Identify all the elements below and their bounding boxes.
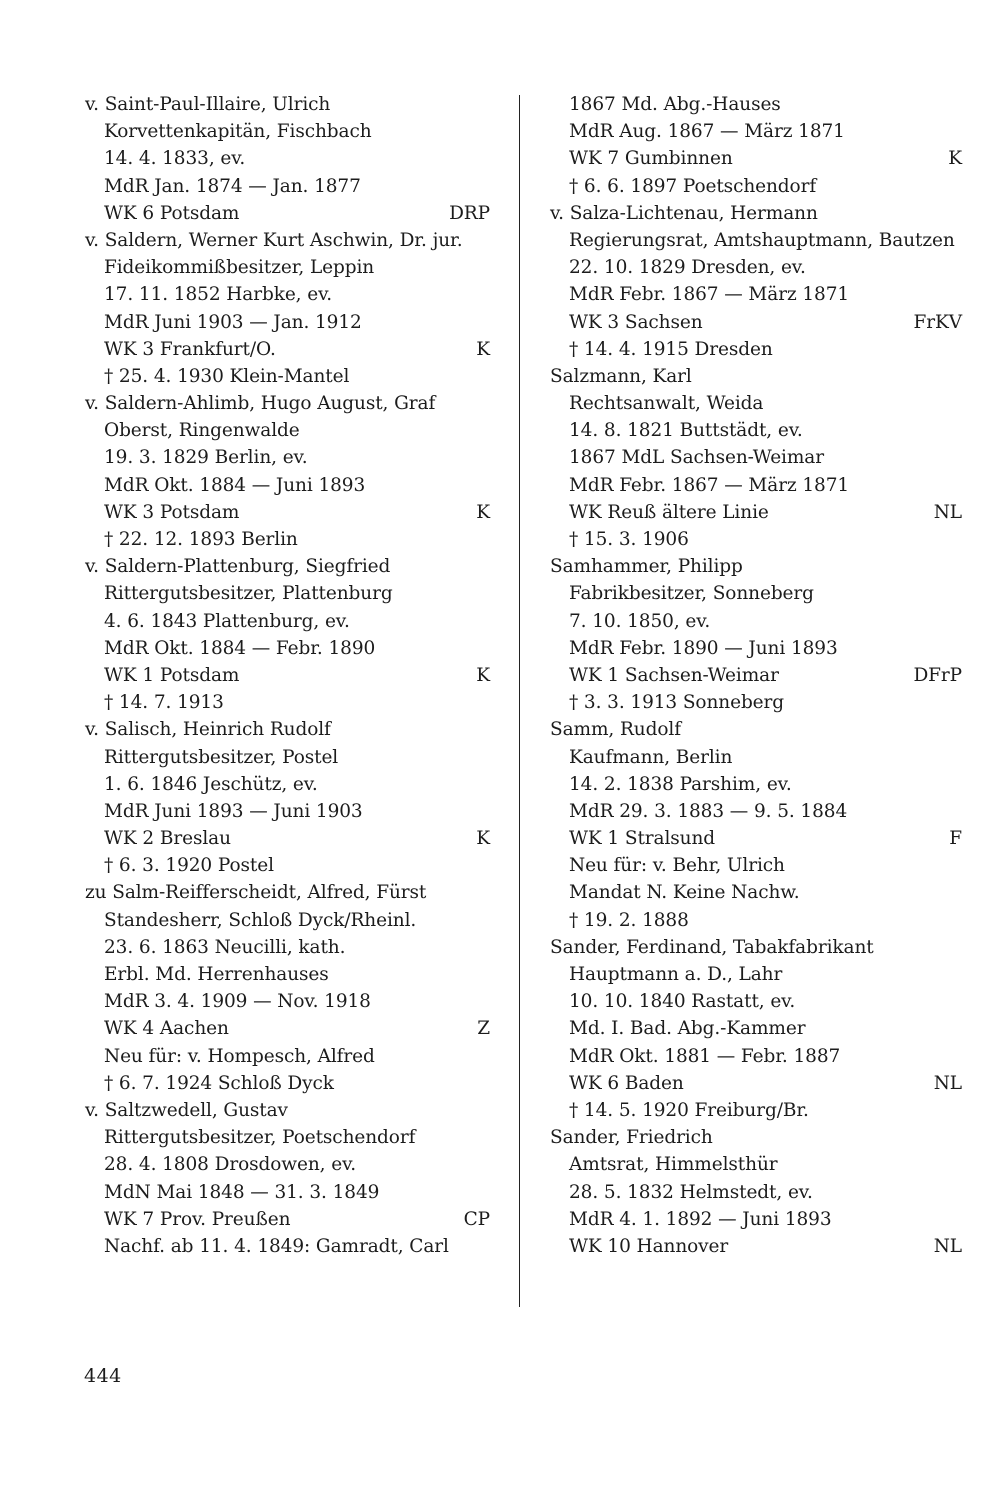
party-abbreviation: F [949, 828, 962, 850]
entry-text: v. Saltzwedell, Gustav [85, 1099, 288, 1121]
entry-text: Fideikommißbesitzer, Leppin [104, 257, 375, 279]
party-abbreviation: K [476, 664, 490, 686]
party-abbreviation: NL [933, 501, 962, 523]
entry-detail-line [85, 1206, 490, 1233]
entry-detail-line [85, 988, 490, 1015]
entry-text: Neu für: v. Hompesch, Alfred [104, 1045, 375, 1067]
entry-detail-line [550, 281, 962, 308]
entry-text: WK 3 Potsdam [104, 501, 240, 523]
entry-detail-line [550, 472, 962, 499]
entry-detail-line [550, 1206, 962, 1233]
entry-text: † 6. 3. 1920 Postel [104, 855, 274, 877]
entry-detail-line [85, 825, 490, 852]
entry-text: Korvettenkapitän, Fischbach [104, 121, 372, 143]
entry-detail-line [85, 254, 490, 281]
entry-name-line [85, 716, 490, 743]
entry-detail-line [550, 825, 962, 852]
entry-detail-line [85, 934, 490, 961]
entry-detail-line [85, 336, 490, 363]
entry-text: WK 1 Potsdam [104, 664, 240, 686]
entry-detail-line [85, 526, 490, 553]
entry-text: Md. I. Bad. Abg.-Kammer [569, 1018, 806, 1040]
entry-text: v. Saldern, Werner Kurt Aschwin, Dr. jur. [85, 229, 463, 251]
entry-detail-line [550, 907, 962, 934]
entry-text: Oberst, Ringenwalde [104, 420, 300, 442]
entry-text: MdR Okt. 1881 — Febr. 1887 [569, 1045, 841, 1067]
entry-detail-line [550, 798, 962, 825]
entry-detail-line [550, 91, 962, 118]
entry-text: Mandat N. Keine Nachw. [569, 882, 800, 904]
entry-text: WK 1 Sachsen-Weimar [569, 664, 779, 686]
entry-text: Erbl. Md. Herrenhauses [104, 964, 329, 985]
entry-detail-line [550, 608, 962, 635]
entry-text: † 6. 7. 1924 Schloß Dyck [104, 1072, 334, 1094]
entry-text: WK 7 Gumbinnen [569, 148, 733, 170]
column-divider [519, 95, 520, 1307]
entry-text: WK 1 Stralsund [569, 828, 716, 850]
entry-detail-line [550, 1043, 962, 1070]
entry-text: MdR 4. 1. 1892 — Juni 1893 [569, 1208, 832, 1230]
entry-text: MdR Febr. 1867 — März 1871 [569, 284, 850, 306]
entry-detail-line [550, 1097, 962, 1124]
entry-detail-line [85, 309, 490, 336]
party-abbreviation: DRP [449, 202, 490, 224]
entry-detail-line [550, 689, 962, 716]
entry-name-line [85, 390, 490, 417]
entry-detail-line [85, 1070, 490, 1097]
entry-text: † 14. 5. 1920 Freiburg/Br. [569, 1099, 809, 1121]
entry-text: Amtsrat, Himmelsthür [569, 1154, 778, 1176]
entry-text: MdR 29. 3. 1883 — 9. 5. 1884 [569, 800, 848, 822]
entry-text: WK 6 Potsdam [104, 202, 240, 224]
entry-detail-line [85, 744, 490, 771]
entry-text: 10. 10. 1840 Rastatt, ev. [569, 991, 796, 1013]
entry-detail-line [85, 1233, 490, 1260]
entry-text: Fabrikbesitzer, Sonneberg [569, 583, 814, 605]
entry-text: 28. 5. 1832 Helmstedt, ev. [569, 1181, 813, 1203]
entry-detail-line [85, 662, 490, 689]
entry-text: 14. 4. 1833, ev. [104, 148, 246, 170]
entry-text: WK 4 Aachen [104, 1018, 229, 1040]
entry-text: † 15. 3. 1906 [569, 529, 689, 550]
entry-name-line [550, 934, 962, 961]
entry-text: 4. 6. 1843 Plattenburg, ev. [104, 610, 350, 632]
entry-text: MdR Jan. 1874 — Jan. 1877 [104, 175, 361, 197]
entry-text: Neu für: v. Behr, Ulrich [569, 855, 785, 877]
entry-text: Rechtsanwalt, Weida [569, 393, 764, 415]
entry-detail-line [550, 1151, 962, 1178]
entry-detail-line [85, 281, 490, 308]
entry-detail-line [550, 771, 962, 798]
entry-text: Sander, Ferdinand, Tabakfabrikant [550, 936, 874, 958]
entry-text: MdR Juni 1903 — Jan. 1912 [104, 311, 362, 333]
entry-text: † 19. 2. 1888 [569, 909, 689, 931]
entry-text: WK 10 Hannover [569, 1235, 729, 1257]
party-abbreviation: NL [933, 1072, 962, 1094]
entry-text: 1867 MdL Sachsen-Weimar [569, 447, 824, 469]
entry-detail-line [550, 145, 962, 172]
entry-detail-line [85, 608, 490, 635]
entry-text: zu Salm-Reifferscheidt, Alfred, Fürst [85, 882, 427, 904]
entry-detail-line [85, 1124, 490, 1151]
entry-detail-line [550, 1179, 962, 1206]
entry-name-line [550, 363, 962, 390]
entry-text: Sander, Friedrich [550, 1127, 713, 1149]
left-column [85, 91, 490, 1260]
party-abbreviation: DFrP [913, 664, 962, 686]
entry-name-line [85, 553, 490, 580]
entry-text: v. Saldern-Plattenburg, Siegfried [85, 556, 391, 578]
entry-text: 17. 11. 1852 Harbke, ev. [104, 284, 333, 306]
entry-detail-line [550, 417, 962, 444]
entry-detail-line [550, 390, 962, 417]
entry-name-line [85, 1097, 490, 1124]
entry-detail-line [85, 417, 490, 444]
entry-text: † 6. 6. 1897 Poetschendorf [569, 175, 817, 197]
entry-text: MdN Mai 1848 — 31. 3. 1849 [104, 1181, 380, 1203]
entry-detail-line [550, 662, 962, 689]
entry-detail-line [85, 472, 490, 499]
entry-detail-line [550, 961, 962, 988]
entry-name-line [85, 879, 490, 906]
entry-detail-line [85, 145, 490, 172]
party-abbreviation: K [476, 338, 490, 360]
entry-text: MdR Okt. 1884 — Febr. 1890 [104, 637, 376, 659]
entry-text: WK 3 Frankfurt/O. [104, 338, 276, 360]
entry-detail-line [85, 499, 490, 526]
entry-detail-line [550, 444, 962, 471]
entry-text: 14. 8. 1821 Buttstädt, ev. [569, 420, 803, 442]
entry-text: 22. 10. 1829 Dresden, ev. [569, 257, 806, 279]
entry-text: Standesherr, Schloß Dyck/Rheinl. [104, 909, 417, 931]
entry-name-line [85, 91, 490, 118]
entry-text: WK Reuß ältere Linie [569, 501, 769, 523]
entry-text: 1. 6. 1846 Jeschütz, ev. [104, 773, 318, 795]
entry-detail-line [550, 635, 962, 662]
entry-detail-line [550, 526, 962, 553]
entry-detail-line [550, 744, 962, 771]
entry-detail-line [85, 1151, 490, 1178]
entry-detail-line [550, 336, 962, 363]
entry-detail-line [550, 852, 962, 879]
entry-text: Nachf. ab 11. 4. 1849: Gamradt, Carl [104, 1235, 449, 1257]
entry-text: WK 2 Breslau [104, 828, 231, 850]
entry-text: MdR Febr. 1867 — März 1871 [569, 474, 850, 496]
entry-text: † 14. 4. 1915 Dresden [569, 338, 773, 360]
right-column [550, 91, 962, 1260]
entry-text: MdR Juni 1893 — Juni 1903 [104, 800, 363, 822]
entry-detail-line [85, 1179, 490, 1206]
entry-text: Regierungsrat, Amtshauptmann, Bautzen [569, 229, 955, 251]
entry-detail-line [85, 961, 490, 988]
entry-detail-line [85, 444, 490, 471]
entry-detail-line [550, 1015, 962, 1042]
entry-text: Hauptmann a. D., Lahr [569, 964, 783, 985]
party-abbreviation: K [476, 501, 490, 523]
entry-detail-line [85, 852, 490, 879]
entry-detail-line [85, 200, 490, 227]
entry-detail-line [550, 118, 962, 145]
entry-name-line [550, 716, 962, 743]
entry-text: v. Salza-Lichtenau, Hermann [550, 202, 818, 224]
entry-text: 23. 6. 1863 Neucilli, kath. [104, 936, 346, 958]
entry-detail-line [550, 580, 962, 607]
entry-detail-line [85, 118, 490, 145]
entry-text: Rittergutsbesitzer, Plattenburg [104, 583, 393, 605]
entry-detail-line [550, 173, 962, 200]
entry-detail-line [550, 499, 962, 526]
entry-text: Rittergutsbesitzer, Postel [104, 746, 339, 768]
entry-text: † 22. 12. 1893 Berlin [104, 529, 298, 550]
party-abbreviation: CP [463, 1208, 490, 1230]
entry-detail-line [85, 1015, 490, 1042]
entry-text: Salzmann, Karl [550, 365, 692, 387]
party-abbreviation: FrKV [913, 311, 962, 333]
entry-text: v. Saldern-Ahlimb, Hugo August, Graf [85, 393, 436, 415]
entry-name-line [550, 200, 962, 227]
entry-detail-line [85, 771, 490, 798]
entry-text: 28. 4. 1808 Drosdowen, ev. [104, 1154, 357, 1176]
page-number: 444 [84, 1365, 122, 1387]
party-abbreviation: K [476, 828, 490, 850]
entry-detail-line [550, 227, 962, 254]
entry-detail-line [85, 798, 490, 825]
entry-text: MdR Okt. 1884 — Juni 1893 [104, 474, 366, 496]
entry-text: † 25. 4. 1930 Klein-Mantel [104, 365, 350, 387]
entry-detail-line [550, 309, 962, 336]
entry-detail-line [85, 635, 490, 662]
entry-text: † 14. 7. 1913 [104, 692, 224, 714]
party-abbreviation: K [948, 148, 962, 170]
entry-text: v. Salisch, Heinrich Rudolf [85, 719, 331, 741]
entry-text: MdR Aug. 1867 — März 1871 [569, 121, 845, 143]
entry-text: 14. 2. 1838 Parshim, ev. [569, 773, 792, 795]
entry-text: WK 3 Sachsen [569, 311, 703, 333]
entry-text: MdR 3. 4. 1909 — Nov. 1918 [104, 991, 371, 1013]
entry-name-line [85, 227, 490, 254]
entry-detail-line [85, 1043, 490, 1070]
entry-text: Samhammer, Philipp [550, 556, 743, 578]
entry-text: 19. 3. 1829 Berlin, ev. [104, 447, 308, 469]
entry-text: WK 7 Prov. Preußen [104, 1208, 291, 1230]
entry-detail-line [85, 580, 490, 607]
entry-detail-line [85, 173, 490, 200]
entry-text: Rittergutsbesitzer, Poetschendorf [104, 1127, 416, 1149]
entry-text: WK 6 Baden [569, 1072, 684, 1094]
entry-detail-line [550, 988, 962, 1015]
entry-detail-line [85, 363, 490, 390]
entry-text: 1867 Md. Abg.-Hauses [569, 94, 781, 115]
entry-name-line [550, 553, 962, 580]
entry-detail-line [550, 254, 962, 281]
entry-detail-line [550, 1233, 962, 1260]
entry-text: Samm, Rudolf [550, 719, 681, 741]
party-abbreviation: Z [477, 1018, 490, 1040]
entry-text: Kaufmann, Berlin [569, 746, 733, 768]
entry-detail-line [550, 879, 962, 906]
entry-text: v. Saint-Paul-Illaire, Ulrich [85, 94, 331, 115]
entry-text: † 3. 3. 1913 Sonneberg [569, 692, 785, 714]
party-abbreviation: NL [933, 1235, 962, 1257]
entry-detail-line [85, 689, 490, 716]
entry-detail-line [550, 1070, 962, 1097]
entry-text: 7. 10. 1850, ev. [569, 610, 711, 632]
entry-text: MdR Febr. 1890 — Juni 1893 [569, 637, 838, 659]
entry-name-line [550, 1124, 962, 1151]
entry-detail-line [85, 907, 490, 934]
